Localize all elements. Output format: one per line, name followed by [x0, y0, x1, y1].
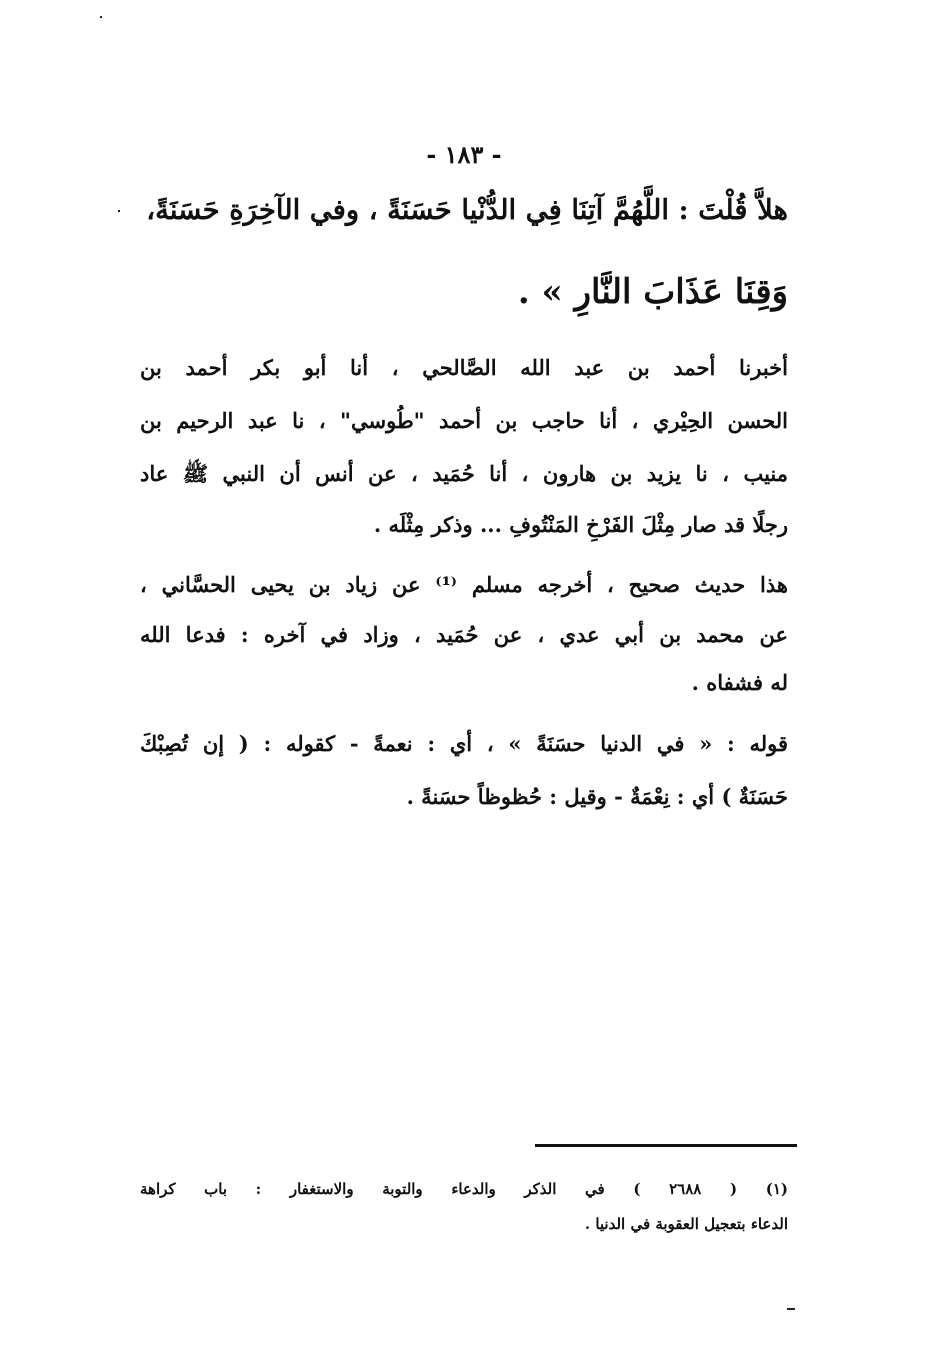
isnad-line-4: رجلًا قد صار مِثْلَ الفَرْخِ المَنْتُوفِ ... وذكر مِثْلَه .: [373, 512, 788, 537]
verse-line-1: هلاَّ قُلْتَ : اللَّهُمَّ آتِنَا فِي الدُّنْيا حَسَنَةً ، وفي الآخِرَةِ حَسَنَةً،: [146, 194, 788, 226]
scan-speck: [787, 1308, 795, 1310]
verse-line-2: وَقِنَا عَذَابَ النَّارِ » .: [517, 272, 788, 312]
isnad-line-3: منيب ، نا يزيد بن هارون ، أنا حُمَيد ، عن أنس أن النبي ﷺ عاد: [140, 461, 788, 486]
takhrij-line-3: له فشفاه .: [691, 670, 788, 695]
commentary-line-2: حَسَنَةٌ ) أي : نِعْمَةٌ - وقيل : حُظوظاً حسَنةً .: [406, 784, 788, 809]
scan-speck: [100, 16, 102, 18]
isnad-line-2: الحسن الحِيْري ، أنا حاجب بن أحمد "طُوسي" ، نا عبد الرحيم بن: [140, 408, 788, 433]
takhrij-line-2: عن محمد بن أبي عدي ، عن حُمَيد ، وزاد في آخره : فدعا الله: [140, 622, 788, 647]
page-number: - ١٨٣ -: [426, 140, 502, 169]
isnad-line-1: أخبرنا أحمد بن عبد الله الصَّالحي ، أنا أبو بكر أحمد بن: [140, 355, 788, 380]
footnote-separator: [535, 1144, 797, 1147]
scan-speck: [118, 210, 120, 212]
commentary-line-1: قوله : « في الدنيا حسَنَةً » ، أي : نعمةً - كقوله : ( إن تُصِبْكَ: [140, 731, 788, 756]
footnote-line-1: (١) ( ٢٦٨٨ ) في الذكر والدعاء والتوبة والاستغفار : باب كراهة: [140, 1180, 789, 1198]
footnote-line-2: الدعاء بتعجيل العقوبة في الدنيا .: [584, 1215, 788, 1233]
takhrij-line-1: هذا حديث صحيح ، أخرجه مسلم ⁽¹⁾ عن زياد بن يحيى الحسَّاني ،: [140, 572, 788, 597]
